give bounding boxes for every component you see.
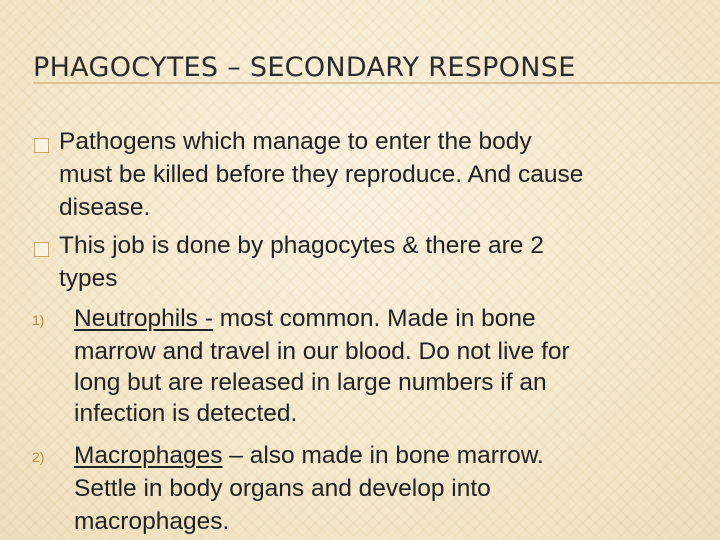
slide-title: PHAGOCYTES – SECONDARY RESPONSE [33, 52, 576, 83]
bullet-1-line-2: must be killed before they reproduce. And cause [59, 161, 584, 188]
square-bullet-icon [34, 138, 49, 153]
numbered-1-first-rest: most common. Made in bone [212, 305, 536, 332]
list-number: 1) [32, 312, 45, 328]
term-macrophages: Macrophages [74, 442, 223, 469]
term-neutrophils: Neutrophils - [74, 305, 213, 332]
bullet-2-line-2: types [59, 265, 118, 292]
numbered-1-line-1 [74, 305, 536, 333]
bullet-2-line-1: This job is done by phagocytes & there are 2 [59, 232, 544, 259]
bullet-1-line-3: disease. [59, 194, 151, 221]
numbered-1-line-2: marrow and travel in our blood. Do not live for [74, 338, 570, 365]
bullet-1-line-1: Pathogens which manage to enter the body [59, 128, 532, 155]
list-number: 2) [32, 449, 45, 465]
square-bullet-icon [34, 242, 49, 257]
numbered-2-line-1 [74, 442, 544, 470]
numbered-2-first-rest: – also made in bone marrow. [222, 442, 544, 469]
numbered-2-line-3: macrophages. [74, 508, 230, 535]
numbered-1-line-4: infection is detected. [74, 400, 298, 427]
numbered-2-line-2: Settle in body organs and develop into [74, 475, 491, 502]
numbered-1-line-3: long but are released in large numbers if an [74, 369, 547, 396]
